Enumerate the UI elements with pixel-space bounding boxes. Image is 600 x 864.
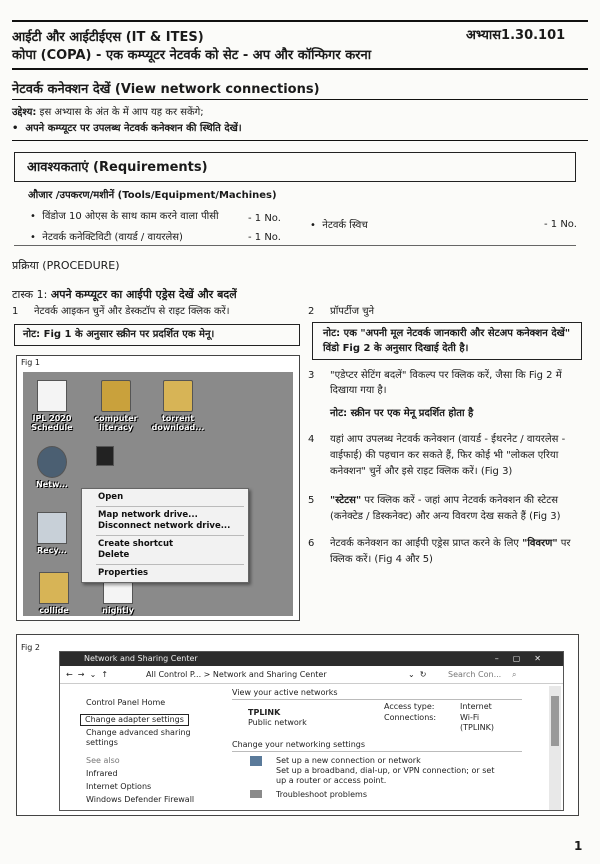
note-3: नोट: स्क्रीन पर एक मेनू प्रदर्शित होता है	[330, 408, 474, 419]
troubleshoot-icon	[250, 790, 262, 798]
note-2: नोट: एक "अपनी मूल नेटवर्क जानकारी और सेटअप कनेक्शन देखें" विंडो Fig 2 के अनुसार दिखाई देती है।	[312, 322, 582, 360]
window-controls[interactable]: –▢✕	[494, 654, 555, 663]
wifi-connection-link[interactable]: Wi-Fi (TPLINK)	[460, 713, 494, 732]
desktop-screenshot	[23, 372, 293, 616]
procedure-heading: प्रक्रिया (PROCEDURE)	[12, 259, 120, 272]
desktop-icon-excel[interactable]: IPL 2020 Schedule	[25, 380, 79, 432]
page-title: नेटवर्क कनेक्शन देखें (View network connections)	[12, 82, 320, 97]
network-sharing-window	[59, 651, 564, 811]
req-qty-switch: - 1 No.	[544, 219, 577, 230]
exercise-number: अभ्यास1.30.101	[466, 28, 566, 43]
fig1-label: Fig 1	[21, 358, 40, 367]
network-type: Public network	[248, 718, 307, 727]
divider	[232, 699, 522, 700]
address-bar[interactable]	[60, 666, 563, 684]
scrollbar-thumb[interactable]	[551, 696, 559, 746]
step-2: 2 प्रॉपर्टीज चुने	[308, 306, 375, 317]
folder-icon	[101, 380, 131, 412]
scrollbar[interactable]	[549, 686, 561, 810]
defender-firewall-link[interactable]: Windows Defender Firewall	[86, 795, 195, 804]
objective-bullet: • अपने कम्प्यूटर पर उपलब्ध नेटवर्क कनेक्शन की स्थिति देखें।	[12, 123, 242, 134]
access-type-value: Internet	[460, 702, 492, 711]
step-4: 4 यहां आप उपलब्ध नेटवर्क कनेक्शन (वायर्ड - ईथरनेट / वायरलेस - वाईफाई) की पहचान कर सकते हैं, फिर कोई भी "लोकल एरिया कनेक्शन" चुनें और इसे राइट क्लिक करें। (Fig 3)	[308, 434, 566, 477]
desktop-icon-nightly[interactable]: nightly	[91, 572, 145, 615]
divider	[232, 751, 522, 752]
fig2-label: Fig 2	[21, 643, 40, 652]
desktop-icon-recycle[interactable]: Recy...	[25, 512, 79, 555]
figure-2	[16, 634, 579, 816]
network-globe-icon	[37, 446, 67, 478]
network-name: TPLINK	[248, 708, 281, 717]
tools-subheading: औजार /उपकरण/मशीनें (Tools/Equipment/Machines)	[28, 190, 277, 201]
change-adapter-settings-link[interactable]: Change adapter settings	[80, 714, 189, 726]
active-networks-heading: View your active networks	[232, 688, 338, 697]
connections-label: Connections:	[384, 713, 437, 722]
menu-separator	[96, 506, 244, 507]
menu-separator	[96, 535, 244, 536]
desktop-icon-collide[interactable]: collide	[27, 572, 81, 615]
menu-item-delete[interactable]: Delete	[98, 550, 130, 560]
requirements-rule	[14, 245, 576, 246]
note-1: नोट: Fig 1 के अनुसार स्क्रीन पर प्रदर्शित एक मेनू।	[14, 324, 300, 346]
requirements-heading: आवश्यकताएं (Requirements)	[27, 160, 208, 175]
step-1: 1 नेटवर्क आइकन चुनें और डेस्कटॉप से राइट क्लिक करें।	[12, 306, 230, 317]
req-item-pc: • विंडोज 10 ओएस के साथ काम करने वाला पीसी	[30, 211, 219, 222]
excel-file-icon	[37, 380, 67, 412]
header-module: कोपा (COPA) - एक कम्प्यूटर नेटवर्क को सेट - अप और कॉन्फिगर करना	[12, 48, 372, 63]
header-rule	[12, 68, 588, 70]
req-item-connectivity: • नेटवर्क कनेक्टिविटी (वायर्ड / वायरलेस)	[30, 232, 183, 243]
access-type-label: Access type:	[384, 702, 435, 711]
setup-connection-link[interactable]: Set up a new connection or network	[276, 756, 421, 765]
control-panel-home-link[interactable]: Control Panel Home	[86, 698, 166, 707]
objective-rule	[12, 140, 588, 141]
menu-separator	[96, 564, 244, 565]
menu-item-open[interactable]: Open	[98, 492, 124, 502]
step-6: 6 नेटवर्क कनेक्शन का आईपी एड्रेस प्राप्त करने के लिए "विवरण" पर क्लिक करें। (Fig 4 और 5)	[308, 538, 571, 565]
task-title: टास्क 1: अपने कम्प्यूटर का आईपी एड्रेस देखें और बदलें	[12, 288, 237, 301]
menu-item-properties[interactable]: Properties	[98, 568, 149, 578]
header-subject: आईटी और आईटीईएस (IT & ITES)	[12, 30, 204, 45]
see-also-label: See also	[86, 756, 120, 765]
folder-icon	[163, 380, 193, 412]
nav-arrows-icon[interactable]: ← → ⌄ ↑	[66, 670, 109, 679]
desktop-icon-torrent[interactable]: torrent download...	[151, 380, 205, 432]
window-title: Network and Sharing Center	[84, 654, 198, 663]
infrared-link[interactable]: Infrared	[86, 769, 118, 778]
title-rule	[12, 99, 588, 100]
folder-icon	[39, 572, 69, 604]
networking-settings-heading: Change your networking settings	[232, 740, 366, 749]
desktop-icon-app[interactable]	[91, 446, 119, 466]
req-qty-pc: - 1 No.	[248, 213, 281, 224]
new-connection-icon	[250, 756, 262, 766]
req-item-switch: • नेटवर्क स्विच	[310, 220, 368, 231]
step-3: 3 "एडेप्टर सेटिंग बदलें" विकल्प पर क्लिक करें, जैसा कि Fig 2 में दिखाया गया है।	[308, 370, 562, 396]
internet-options-link[interactable]: Internet Options	[86, 782, 152, 791]
refresh-icon[interactable]: ⌄ ↻	[408, 670, 427, 679]
req-qty-connectivity: - 1 No.	[248, 232, 281, 243]
window-titlebar	[60, 652, 563, 666]
menu-item-map-drive[interactable]: Map network drive...	[98, 510, 198, 520]
advanced-sharing-link[interactable]: Change advanced sharing settings	[86, 728, 191, 747]
context-menu	[81, 488, 249, 583]
page-number: 1	[574, 839, 583, 853]
step-5: 5 "स्टेटस" पर क्लिक करें - जहां आप नेटवर्क कनेक्शन की स्टेटस (कनेक्टेड / डिस्कनेक्ट) और अन्य विवरण देख सकते हैं (Fig 3)	[308, 495, 561, 522]
top-rule	[12, 20, 588, 22]
breadcrumb[interactable]: All Control P... > Network and Sharing Center	[146, 670, 327, 679]
app-icon	[96, 446, 114, 466]
setup-connection-desc: Set up a broadband, dial-up, or VPN connection; or set up a router or access point.	[276, 766, 495, 785]
objective-intro: उद्देश्य: इस अभ्यास के अंत के में आप यह कर सकेंगे;	[12, 107, 204, 118]
desktop-icon-network[interactable]: Netw...	[25, 446, 79, 489]
recycle-bin-icon	[37, 512, 67, 544]
troubleshoot-link[interactable]: Troubleshoot problems	[276, 790, 367, 799]
figure-1	[16, 355, 300, 621]
desktop-icon-library[interactable]: computer literacy	[89, 380, 143, 432]
menu-item-disconnect-drive[interactable]: Disconnect network drive...	[98, 521, 231, 531]
requirements-box	[14, 152, 576, 182]
menu-item-create-shortcut[interactable]: Create shortcut	[98, 539, 174, 549]
search-icon[interactable]: ⌕	[512, 670, 517, 679]
search-input[interactable]: Search Con...	[448, 670, 502, 679]
